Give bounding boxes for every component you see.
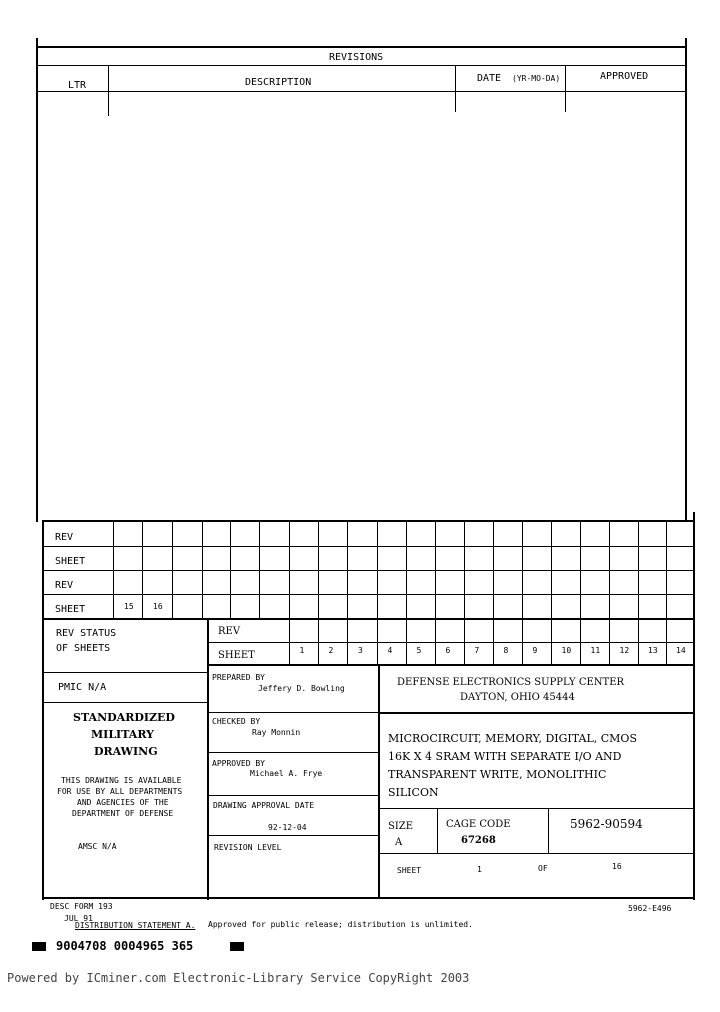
prepared-by: Jeffery D. Bowling (258, 684, 345, 693)
drawing-title: SILICON (388, 786, 439, 799)
revision-level-label: REVISION LEVEL (214, 843, 282, 852)
sheet-label: SHEET (218, 650, 255, 661)
approval-date-label: DRAWING APPROVAL DATE (213, 801, 315, 810)
approval-date: 92-12-04 (268, 823, 307, 832)
grid-line (347, 618, 348, 664)
grid-line (318, 618, 319, 664)
sheet-number: 2 (328, 646, 334, 655)
grid-line (580, 618, 581, 664)
prepared-label: PREPARED BY (212, 673, 265, 682)
grid-line (406, 520, 407, 618)
of-label: OF (538, 864, 548, 873)
grid-line (207, 835, 378, 836)
checked-label: CHECKED BY (212, 717, 261, 726)
date-format: (YR-MO-DA) (512, 74, 561, 83)
frame-line (36, 65, 687, 66)
approved-header: APPROVED (600, 71, 649, 82)
grid-line (42, 570, 694, 571)
sheet-number: 16 (153, 602, 163, 611)
grid-line (207, 712, 378, 713)
sheet-number: 14 (676, 646, 686, 655)
grid-line (493, 618, 494, 664)
grid-line (638, 520, 639, 618)
agency-name: DEFENSE ELECTRONICS SUPPLY CENTER (397, 677, 625, 688)
sheet-number: 13 (648, 646, 658, 655)
availability-text: THIS DRAWING IS AVAILABLE (61, 776, 182, 785)
frame-line (36, 38, 38, 522)
barcode-mark (32, 942, 46, 951)
drawing-title: 16K X 4 SRAM WITH SEPARATE I/O AND (388, 750, 622, 763)
grid-line (259, 520, 260, 618)
sheet-number: 12 (619, 646, 630, 655)
rev-status-title: REV STATUS (56, 628, 117, 639)
smd-title: MILITARY (91, 728, 154, 741)
grid-line (377, 618, 378, 664)
grid-line (172, 520, 173, 618)
drawing-title: TRANSPARENT WRITE, MONOLITHIC (388, 768, 607, 781)
grid-line (522, 618, 523, 664)
grid-line (142, 520, 143, 618)
sheet-label: SHEET (397, 866, 422, 875)
sheet-total: 16 (612, 862, 622, 871)
grid-line (493, 520, 494, 618)
sheet-number: 6 (445, 646, 451, 655)
grid-line (464, 618, 465, 664)
grid-line (289, 520, 290, 618)
grid-line (638, 618, 639, 664)
sheet-number: 5 (416, 646, 422, 655)
grid-line (377, 520, 378, 618)
powered-by: Powered by ICminer.com Electronic-Library Service CopyRight 2003 (7, 971, 470, 985)
barcode-mark (230, 942, 244, 951)
form-number: DESC FORM 193 (50, 902, 113, 911)
amsc: AMSC N/A (78, 842, 117, 851)
frame-line (565, 66, 566, 112)
sheet-number: 9 (532, 646, 538, 655)
grid-line (42, 594, 694, 595)
date-header: DATE (477, 73, 502, 84)
grid-line (522, 520, 523, 618)
grid-line (207, 664, 695, 666)
sheet-label: SHEET (55, 604, 86, 615)
rev-label: REV (218, 626, 241, 637)
distribution-statement: Approved for public release; distribution is unlimited. (208, 920, 473, 929)
checked-by: Ray Monnin (252, 728, 301, 737)
availability-text: FOR USE BY ALL DEPARTMENTS (57, 787, 183, 796)
grid-line (580, 520, 581, 618)
grid-line (551, 618, 552, 664)
grid-line (318, 520, 319, 618)
grid-line (378, 808, 695, 809)
sheet-number: 10 (561, 646, 572, 655)
grid-line (207, 795, 378, 796)
approved-label: APPROVED BY (212, 759, 265, 768)
smd-title: STANDARDIZED (73, 711, 175, 724)
availability-text: AND AGENCIES OF THE (77, 798, 169, 807)
approved-by: Michael A. Frye (250, 769, 323, 778)
grid-line (437, 808, 438, 853)
sheet-number: 4 (387, 646, 393, 655)
grid-line (378, 853, 695, 854)
grid-line (435, 520, 436, 618)
grid-line (42, 520, 694, 522)
form-date: JUL 91 (64, 914, 93, 923)
grid-line (435, 618, 436, 664)
grid-line (42, 546, 694, 547)
sheet-number: 3 (358, 646, 363, 655)
grid-line (113, 520, 114, 618)
sheet-number: 11 (590, 646, 601, 655)
rev-label: REV (55, 532, 74, 543)
grid-line (289, 618, 290, 664)
rev-status-title: OF SHEETS (56, 643, 111, 654)
grid-line (609, 618, 610, 664)
drawing-title: MICROCIRCUIT, MEMORY, DIGITAL, CMOS (388, 732, 637, 745)
size-value: A (395, 837, 403, 848)
smd-title: DRAWING (94, 745, 158, 758)
grid-line (666, 520, 667, 618)
grid-line (42, 672, 207, 673)
description-header: DESCRIPTION (245, 77, 312, 88)
grid-line (42, 702, 207, 703)
grid-line (207, 618, 209, 900)
grid-line (378, 712, 695, 714)
grid-line (42, 618, 694, 620)
grid-line (548, 808, 549, 853)
grid-line (230, 520, 231, 618)
ltr-header: LTR (68, 80, 87, 91)
frame-line (36, 91, 687, 92)
size-label: SIZE (388, 821, 414, 832)
sheet-label: SHEET (55, 556, 86, 567)
pmic: PMIC N/A (58, 682, 107, 693)
grid-line (693, 512, 695, 900)
frame-line (108, 66, 109, 116)
grid-line (202, 520, 203, 618)
agency-address: DAYTON, OHIO 45444 (460, 692, 575, 703)
sheet-number: 7 (474, 646, 480, 655)
grid-line (666, 618, 667, 664)
cage-code: 67268 (461, 835, 496, 846)
grid-line (347, 520, 348, 618)
rev-label: REV (55, 580, 74, 591)
grid-line (378, 664, 380, 898)
grid-line (42, 897, 695, 899)
frame-line (36, 46, 687, 48)
frame-line (455, 66, 456, 112)
grid-line (42, 520, 44, 900)
distribution-label: DISTRIBUTION STATEMENT A. (75, 921, 196, 930)
sheet-number: 15 (124, 602, 134, 611)
revisions-title: REVISIONS (329, 52, 384, 63)
sheet-number: 8 (503, 646, 509, 655)
barcode-number: 9004708 0004965 365 (56, 939, 194, 953)
availability-text: DEPARTMENT OF DEFENSE (72, 809, 174, 818)
sheet-number: 1 (299, 646, 305, 655)
grid-line (406, 618, 407, 664)
drawing-number: 5962-90594 (570, 817, 643, 831)
grid-line (551, 520, 552, 618)
grid-line (609, 520, 610, 618)
grid-line (207, 752, 378, 753)
cage-label: CAGE CODE (446, 819, 511, 830)
sheet-value: 1 (477, 865, 482, 874)
frame-line (685, 38, 687, 522)
grid-line (464, 520, 465, 618)
form-code: 5962-E496 (628, 904, 672, 913)
grid-line (207, 642, 694, 643)
